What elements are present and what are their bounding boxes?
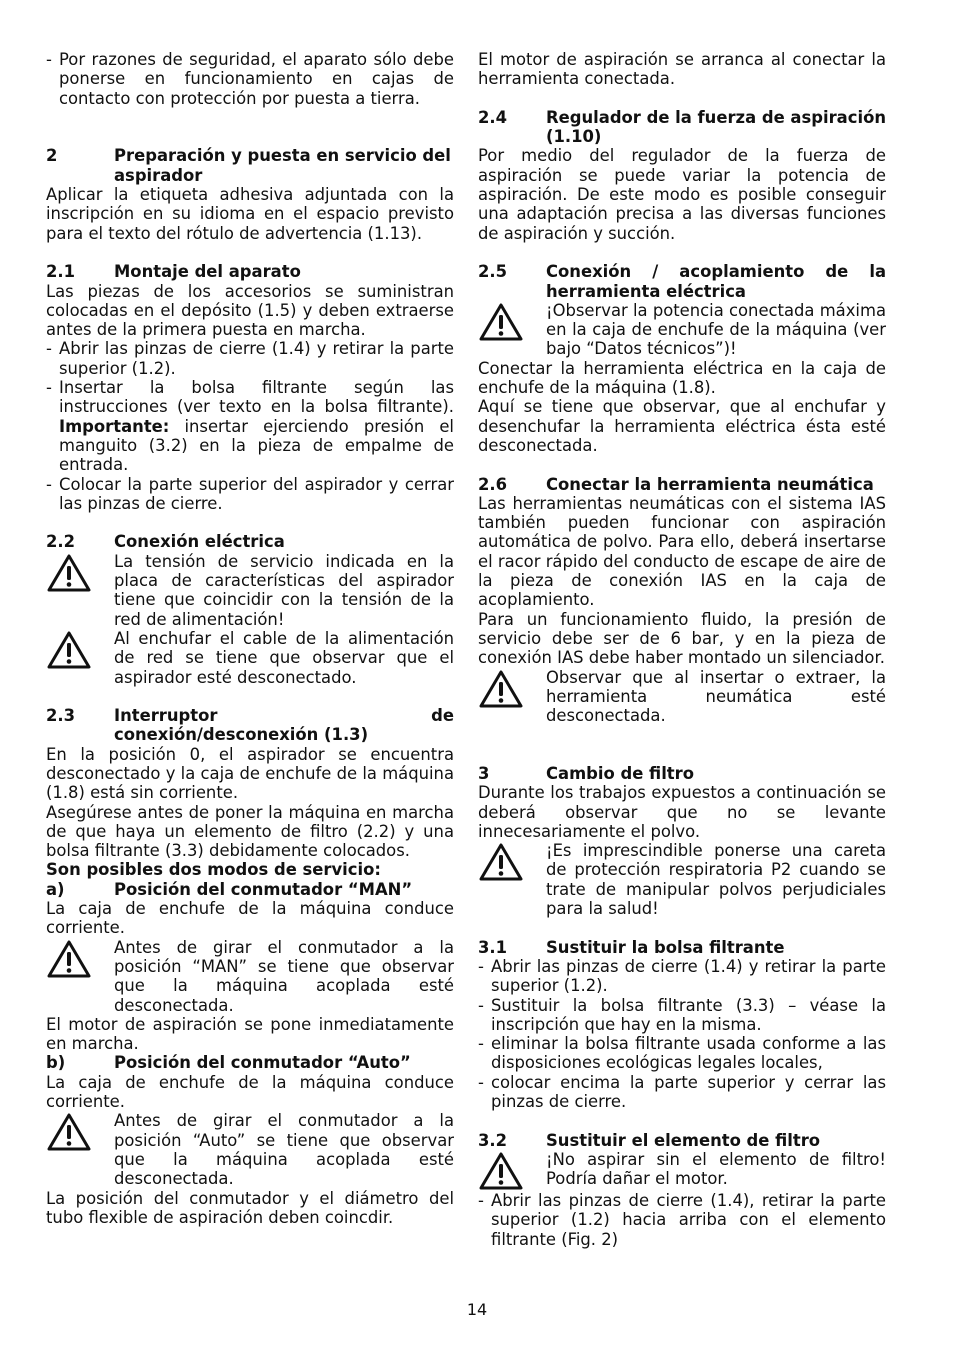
list-item: - eliminar la bolsa filtrante usada conforme a las disposiciones ecológicas legales locales, (478, 1034, 886, 1073)
paragraph: Asegúrese antes de poner la máquina en marcha de que haya un elemento de filtro (2.2) y una bolsa filtrante (3.3) debidamente colocados. (46, 802, 454, 861)
list-item: - Sustituir la bolsa filtrante (3.3) – véase la inscripción que hay en la misma. (478, 995, 886, 1034)
warning-triangle-icon (478, 841, 546, 918)
warning-triangle-icon (478, 668, 546, 726)
warning-block: ¡Observar la potencia conectada máxima en la caja de enchufe de la máquina (ver bajo “Datos técnicos”)! (478, 301, 886, 359)
modes-heading: Son posibles dos modos de servicio: (46, 860, 381, 880)
warning-block: ¡Es imprescindible ponerse una careta de protección respiratoria P2 cuando se trate de manipular polvos perjudiciales para la salud! (478, 841, 886, 918)
paragraph: La caja de enchufe de la máquina conduce corriente. (46, 899, 454, 938)
mode-b-heading: b) Posición del conmutador “Auto” (46, 1053, 411, 1073)
list-item: - Abrir las pinzas de cierre (1.4) y retirar la parte superior (1.2). (478, 956, 886, 996)
paragraph: En la posición 0, el aspirador se encuentra desconectado y la caja de enchufe de la máquina (1.8) está sin corriente. (46, 744, 454, 803)
paragraph: Aplicar la etiqueta adhesiva adjuntada con la inscripción en su idioma en el espacio previsto para el texto del rótulo de advertencia (1.13). (46, 185, 454, 243)
warning-triangle-icon (478, 301, 546, 359)
section-heading-2: 2 Preparación y puesta en servicio del aspirador (46, 146, 451, 185)
paragraph: Durante los trabajos expuestos a continuación se deberá observar que no se levante innecesariamente el polvo. (478, 783, 886, 841)
section-heading-3: 3 Cambio de filtro (478, 763, 694, 783)
list-item: - colocar encima la parte superior y cerrar las pinzas de cierre. (478, 1072, 886, 1112)
section-heading-2-6: 2.6 Conectar la herramienta neumática (478, 474, 874, 494)
section-heading-3-1: 3.1 Sustituir la bolsa filtrante (478, 937, 785, 957)
warning-block: ¡No aspirar sin el elemento de filtro! Podría dañar el motor. (478, 1150, 886, 1191)
paragraph: Conectar la herramienta eléctrica en la caja de enchufe de la máquina (1.8). (478, 358, 886, 398)
paragraph: Por medio del regulador de la fuerza de aspiración se puede variar la potencia de aspiración. De este modo es posible conseguir una adaptación precisa a las diversas funciones de aspiración y succión. (478, 146, 886, 243)
section-heading-2-4: 2.4 Regulador de la fuerza de aspiración (1.10) (478, 107, 886, 147)
warning-triangle-icon (46, 938, 114, 1015)
warning-block: Al enchufar el cable de la alimentación de red se tiene que observar que el aspirador esté desconectado. (46, 629, 454, 687)
paragraph: Las piezas de los accesorios se suministran colocadas en el depósito (1.5) y deben extraerse antes de la primera puesta en marcha. (46, 281, 454, 340)
warning-triangle-icon (46, 629, 114, 687)
page-number: 14 (466, 1300, 488, 1319)
paragraph: Aquí se tiene que observar, que al enchufar y desenchufar la herramienta eléctrica ésta esté desconectada. (478, 397, 886, 455)
right-column (478, 50, 886, 1249)
paragraph: El motor de aspiración se arranca al conectar la herramienta conectada. (478, 50, 886, 89)
list-item: - Insertar la bolsa filtrante según las instrucciones (ver texto en la bolsa filtrante). Importante: insertar ejerciendo presión el manguito (3.2) en la pieza de empalme de entrada. (46, 378, 454, 475)
warning-triangle-icon (46, 552, 114, 629)
warning-triangle-icon (46, 1111, 114, 1188)
section-heading-2-1: 2.1 Montaje del aparato (46, 262, 301, 282)
list-item: - Abrir las pinzas de cierre (1.4) y retirar la parte superior (1.2). (46, 339, 454, 378)
paragraph: Las herramientas neumáticas con el sistema IAS también pueden funcionar con aspiración automática de polvo. Para ello, deberá insertarse el racor rápido del conducto de escape de aire de la pieza de conexión IAS en la caja de acoplamiento. (478, 493, 886, 610)
list-item: - Colocar la parte superior del aspirador y cerrar las pinzas de cierre. (46, 474, 454, 513)
list-item: - Por razones de seguridad, el aparato sólo debe ponerse en funcionamiento en cajas de contacto con protección por puesta a tierra. (46, 50, 454, 108)
section-heading-2-5: 2.5 Conexión / acoplamiento de la herramienta eléctrica (478, 262, 886, 301)
paragraph: La caja de enchufe de la máquina conduce corriente. (46, 1072, 454, 1112)
mode-a-heading: a) Posición del conmutador “MAN” (46, 879, 413, 899)
section-heading-3-2: 3.2 Sustituir el elemento de filtro (478, 1130, 821, 1150)
list-item: - Abrir las pinzas de cierre (1.4), retirar la parte superior (1.2) hacia arriba con el elemento filtrante (Fig. 2) (478, 1190, 886, 1249)
paragraph: La posición del conmutador y el diámetro del tubo flexible de aspiración deben coincdir. (46, 1188, 454, 1227)
section-heading-2-3: 2.3 Interruptor de conexión/desconexión (1.3) (46, 706, 454, 745)
warning-block: Antes de girar el conmutador a la posición “MAN” se tiene que observar que la máquina acoplada esté desconectada. (46, 938, 454, 1015)
warning-block: La tensión de servicio indicada en la placa de características del aspirador tiene que coincidir con la tensión de la red de alimentación! (46, 552, 454, 629)
left-column (46, 50, 454, 1227)
section-heading-2-2: 2.2 Conexión eléctrica (46, 532, 285, 552)
warning-block: Antes de girar el conmutador a la posición “Auto” se tiene que observar que la máquina acoplada esté desconectada. (46, 1111, 454, 1188)
paragraph: El motor de aspiración se pone inmediatamente en marcha. (46, 1014, 454, 1054)
warning-block: Observar que al insertar o extraer, la herramienta neumática esté desconectada. (478, 668, 886, 726)
warning-triangle-icon (478, 1150, 546, 1191)
paragraph: Para un funcionamiento fluido, la presión de servicio debe ser de 6 bar, y en la pieza de conexión IAS debe haber montado un silenciador. (478, 609, 886, 668)
